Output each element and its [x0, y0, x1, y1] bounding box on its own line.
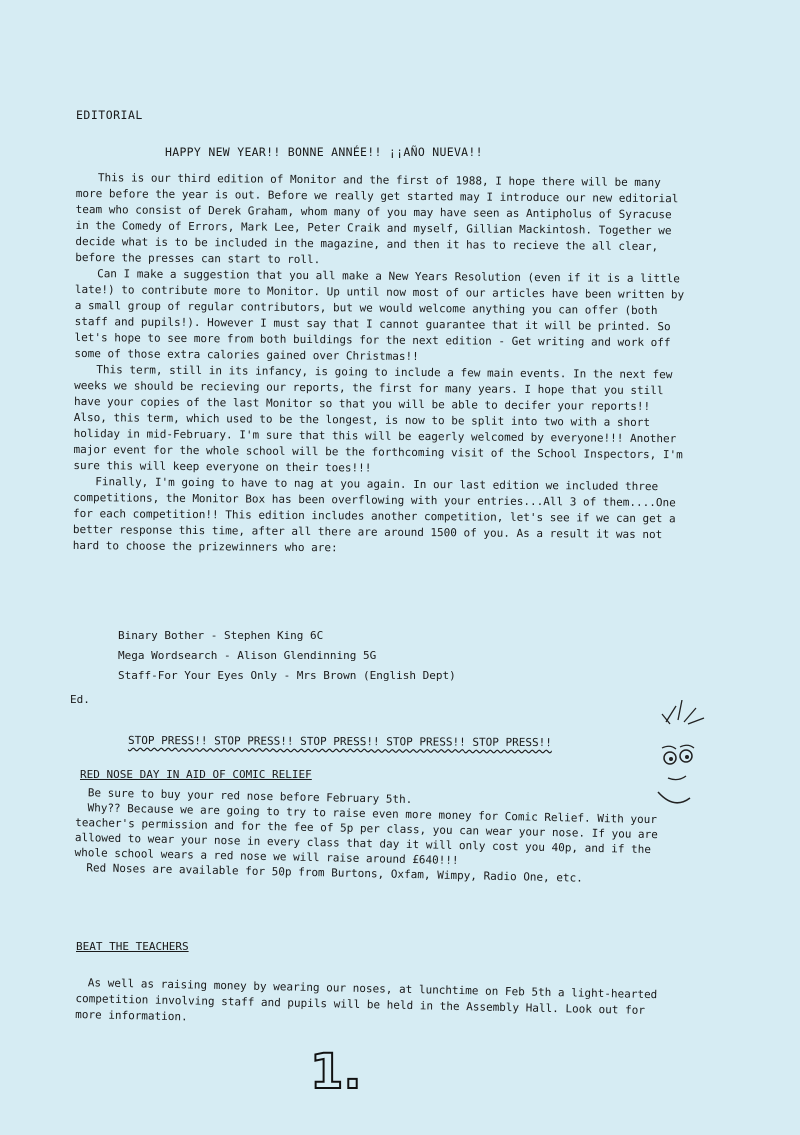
- winner-item: Staff-For Your Eyes Only - Mrs Brown (English Dept): [118, 669, 456, 682]
- beat-teachers-paragraph: As well as raising money by wearing our noses, at lunchtime on Feb 5th a light-hearted competition involving staff and pupils will be held in the Assembly Hall. Look out for more information.: [75, 976, 658, 1024]
- new-year-greeting: HAPPY NEW YEAR!! BONNE ANNÉE!! ¡¡AÑO NUEVA!!: [165, 145, 483, 159]
- editor-signoff: Ed.: [70, 693, 90, 706]
- editorial-paragraph: This term, still in its infancy, is going to include a few main events. In the next few weeks we should be recieving our reports, the first for many years. I hope that you still have your copies of the last Monitor so that you will be able to decifer your reports!! Also, this term, which used to be the longest, is now to be split into two with a short holiday in mid-February. I'm sure that this will be eagerly welcomed by everyone!!! Another major event for the whole school will be the forthcoming visit of the School Inspectors, I'm sure this will keep everyone on their toes!!!: [73, 363, 683, 475]
- winner-item: Binary Bother - Stephen King 6C: [118, 629, 324, 642]
- page-number-text: 1.: [310, 1044, 362, 1100]
- editorial-paragraph: Can I make a suggestion that you all make a New Years Resolution (even if it is a little late!) to contribute more to Monitor. Up until now most of our articles have been written by a small group of regular contributors, but we would welcome anything you can offer (both staff and pupils!). However I must say that I cannot guarantee that it will be printed. So let's hope to see more from both buildings for the next edition - Get writing and work off some of those extra calories gained over Christmas!!: [74, 267, 685, 363]
- editorial-paragraph: Finally, I'm going to have to nag at you again. In our last edition we included three competitions, the Monitor Box has been overflowing with your entries...All 3 of them....One for each competition!! This edition includes another competition, let's see if we can get a better response this time, after all there are around 1500 of you. As a result it was not hard to choose the prizewinners who are:: [72, 475, 676, 555]
- page-number: [308, 1040, 368, 1100]
- red-nose-paragraph: Be sure to buy your red nose before February 5th.: [87, 786, 413, 807]
- beat-teachers-body: [75, 975, 676, 1036]
- prizewinners-list: [118, 626, 456, 686]
- editorial-paragraph: This is our third edition of Monitor and the first of 1988, I hope there will be many more before the year is out. Before we really get started may I introduce our new editorial team who consist of Derek Graham, whom many of you may have seen as Antipholus of Syracuse in the Comedy of Errors, Mark Lee, Peter Craik and myself, Gillian Mackintosh. Together we decide what is to be included in the magazine, and then it has to recieve the all clear, before the presses can start to roll.: [75, 171, 679, 267]
- red-nose-paragraph: Why?? Because we are going to try to raise even more money for Comic Relief. With your teacher's permission and for the fee of 5p per class, you can wear your nose. If you are allowed to wear your nose in every class that day it will only cost you 40p, and if the whole school wears a red nose we will raise around £640!!!: [74, 801, 659, 868]
- red-nose-paragraph: Red Noses are available for 50p from Burtons, Oxfam, Wimpy, Radio One, etc.: [86, 861, 583, 885]
- beat-teachers-title: BEAT THE TEACHERS: [76, 940, 189, 953]
- editorial-body: [73, 170, 686, 559]
- stop-press-banner: STOP PRESS!! STOP PRESS!! STOP PRESS!! STOP PRESS!! STOP PRESS!!: [127, 733, 552, 750]
- winner-item: Mega Wordsearch - Alison Glendinning 5G: [118, 649, 377, 662]
- editorial-heading: EDITORIAL: [76, 108, 143, 122]
- red-nose-title: RED NOSE DAY IN AID OF COMIC RELIEF: [80, 768, 312, 781]
- red-nose-body: [74, 785, 676, 888]
